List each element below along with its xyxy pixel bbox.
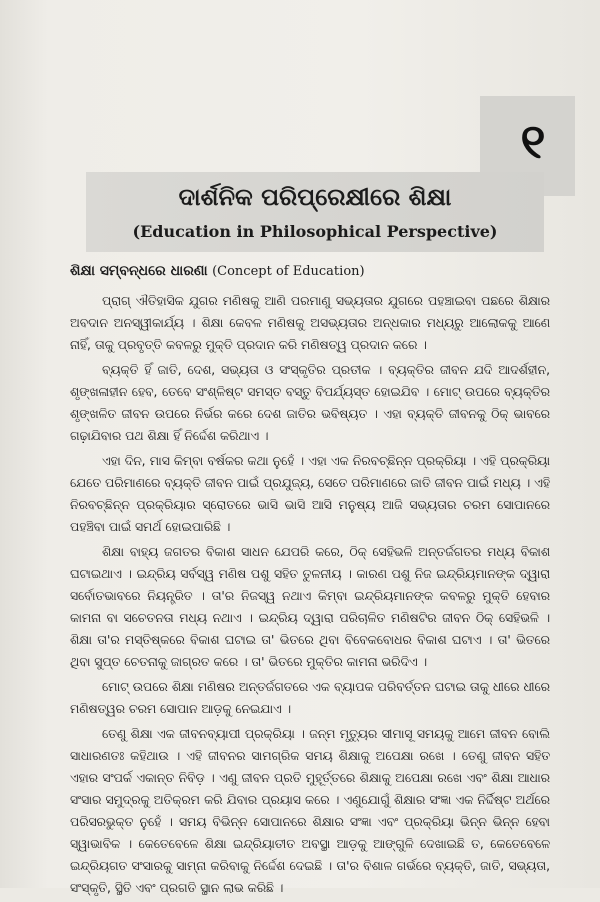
paragraph: ପ୍ରାଗ୍ ଐତିହାସିକ ଯୁଗର ମଣିଷକୁ ଆଣି ପରମାଣୁ ସଭ୍ୟତାର ଯୁଗରେ ପହଞ୍ଚାଇବା ପଛରେ ଶିକ୍ଷାର ଅବଦାନ ଅନସ୍ୱୀକାର୍ଯ୍ୟ । ଶିକ୍ଷା କେବଳ ମଣିଷକୁ ଅସଭ୍ୟତାର ଅନ୍ଧକାର ମଧ୍ୟରୁ ଆଲୋକକୁ ଆଣେ ନାହିଁ, ତାକୁ ପ୍ରବୃତ୍ତି କବଳରୁ ମୁକ୍ତି ପ୍ରଦାନ କରି ମଣିଷତ୍ୱ ପ୍ରଦାନ କରେ । [70,294,550,352]
chapter-number: ୧ [520,114,546,170]
chapter-title-english: (Education in Philosophical Perspective) [132,222,498,241]
paragraph: ଏହା ଦିନ, ମାସ କିମ୍ବା ବର୍ଷକର କଥା ନୁହେଁ । ଏହା ଏକ ନିରବଚ୍ଛିନ୍ନ ପ୍ରକ୍ରିୟା । ଏହି ପ୍ରକ୍ରିୟା ଯେତେ ପରିମାଣରେ ବ୍ୟକ୍ତି ଜୀବନ ପାଇଁ ପ୍ରଯୁଜ୍ୟ, ସେତେ ପରିମାଣରେ ଜାତି ଜୀବନ ପାଇଁ ମଧ୍ୟ । ଏହି ନିରବଚ୍ଛିନ୍ନ ପ୍ରକ୍ରିୟାର ସ୍ରୋତରେ ଭାସି ଭାସି ଆସି ମନୁଷ୍ୟ ଆଜି ସଭ୍ୟତାର ଚରମ ସୋପାନରେ ପହଞ୍ଚିବା ପାଇଁ ସମର୍ଥ ହୋଇପାରିଛି । [70,454,550,534]
body-text [70,290,550,902]
paragraph: ତେଣୁ ଶିକ୍ଷା ଏକ ଜୀବନବ୍ୟାପୀ ପ୍ରକ୍ରିୟା । ଜନ୍ମ ମୃତ୍ୟୁର ସୀମାସୂ ସମୟକୁ ଆମେ ଜୀବନ ବୋଲି ସାଧାରଣତଃ କହିଥାଉ । ଏହି ଜୀବନର ସାମଗ୍ରିକ ସମୟ ଶିକ୍ଷାକୁ ଅପେକ୍ଷା ରଖେ । ତେଣୁ ଜୀବନ ସହିତ ଏହାର ସଂପର୍କ ଏକାନ୍ତ ନିବିଡ଼ । ଏଣୁ ଜୀବନ ପ୍ରତି ମୁହୂର୍ତ୍ତରେ ଶିକ୍ଷାକୁ ଅପେକ୍ଷା ରଖେ ଏବଂ ଶିକ୍ଷା ଆଧାର ସଂସାର ସମୁଦ୍ରକୁ ଅତିକ୍ରମ କରି ଯିବାର ପ୍ରୟାସ କରେ । ଏଣୁଯୋଗୁଁ ଶିକ୍ଷାର ସଂଜ୍ଞା ଏକ ନିର୍ଦ୍ଦିଷ୍ଟ ଅର୍ଥରେ ପରିସରଭୁକ୍ତ ନୁହେଁ । ସମୟ ବିଭିନ୍ନ ସୋପାନରେ ଶିକ୍ଷାର ସଂଜ୍ଞା ଏବଂ ପ୍ରକ୍ରିୟା ଭିନ୍ନ ଭିନ୍ନ ହେବା ସ୍ୱାଭାବିକ । କେତେବେଳେ ଶିକ୍ଷା ଇନ୍ଦ୍ରିୟାତୀତ ଅବସ୍ଥା ଆଡ଼କୁ ଆଙ୍ଗୁଳି ଦେଖାଇଛି ତ, କେତେବେଳେ ଇନ୍ଦ୍ରିୟଗତ ସଂସାରକୁ ସାମ୍ନା କରିବାକୁ ନିର୍ଦ୍ଦେଶ ଦେଇଛି । ତା'ର ବିଶାଳ ଗର୍ଭରେ ବ୍ୟକ୍ତି, ଜାତି, ସଭ୍ୟତା, ସଂସ୍କୃତି, ସ୍ଥିତି ଏବଂ ପ୍ରଗତି ସ୍ଥାନ ଲାଭ କରିଛି । [70,727,550,895]
section-heading-english: (Concept of Education) [212,264,365,279]
paragraph: ବ୍ୟକ୍ତି ହିଁ ଜାତି, ଦେଶ, ସଭ୍ୟତା ଓ ସଂସ୍କୃତିର ପ୍ରତୀକ । ବ୍ୟକ୍ତିର ଜୀବନ ଯଦି ଆଦର୍ଶହୀନ, ଶୃଙ୍ଖଳାହୀନ ହେବ, ତେବେ ସଂଶ୍ଳିଷ୍ଟ ସମସ୍ତ ବସ୍ତୁ ବିପର୍ଯ୍ୟସ୍ତ ହୋଇଯିବ । ମୋଟ୍ ଉପରେ ବ୍ୟକ୍ତିର ଶୃଙ୍ଖଳିତ ଜୀବନ ଉପରେ ନିର୍ଭର କରେ ଦେଶ ଜାତିର ଭବିଷ୍ୟତ । ଏହା ବ୍ୟକ୍ତି ଜୀବନକୁ ଠିକ୍ ଭାବରେ ଗଢ଼ାଯିବାର ପଥ ଶିକ୍ଷା ହିଁ ନିର୍ଦ୍ଦେଶ କରିଥାଏ । [70,363,550,443]
chapter-title-odia: ଦାର୍ଶନିକ ପରିପ୍ରେକ୍ଷୀରେ ଶିକ୍ଷା [178,183,452,211]
paragraph: ଶିକ୍ଷା ବାହ୍ୟ ଜଗତର ବିକାଶ ସାଧନ ଯେପରି କରେ, ଠିକ୍ ସେହିଭଳି ଅନ୍ତର୍ଜଗତର ମଧ୍ୟ ବିକାଶ ଘଟାଇଥାଏ । ଇନ୍ଦ୍ରିୟ ସର୍ବସ୍ୱ ମଣିଷ ପଶୁ ସହିତ ତୁଳନୀୟ । କାରଣ ପଶୁ ନିଜ ଇନ୍ଦ୍ରିୟମାନଙ୍କ ଦ୍ୱାରା ସର୍ବୋତଭାବରେ ନିୟନ୍ତ୍ରିତ । ତା'ର ନିଜସ୍ୱ ନଥାଏ କିମ୍ବା ଇନ୍ଦ୍ରିୟମାନଙ୍କ କବଳରୁ ମୁକ୍ତି ହେବାର କାମନା ବା ସଚେତନତା ମଧ୍ୟ ନଥାଏ । ଇନ୍ଦ୍ରିୟ ଦ୍ୱାରା ପରିଚାଳିତ ମଣିଷଟିର ଜୀବନ ଠିକ୍ ସେହିଭଳି । ଶିକ୍ଷା ତା'ର ମସ୍ତିଷ୍କରେ ବିକାଶ ଘଟାଇ ତା' ଭିତରେ ଥିବା ବିବେକବୋଧର ବିକାଶ ଘଟାଏ । ତା' ଭିତରେ ଥିବା ସୁପ୍ତ ଚେତନାକୁ ଜାଗ୍ରତ କରେ । ତା' ଭିତରେ ମୁକ୍ତିର କାମନା ଭରିଦିଏ । [70,545,550,669]
section-heading-odia: ଶିକ୍ଷା ସମ୍ବନ୍ଧରେ ଧାରଣା [70,263,208,279]
section-heading [70,260,550,283]
paragraph: ମୋଟ୍ ଉପରେ ଶିକ୍ଷା ମଣିଷର ଅନ୍ତର୍ଜଗତରେ ଏକ ବ୍ୟାପକ ପରିବର୍ତ୍ତନ ଘଟାଇ ତାକୁ ଧୀରେ ଧୀରେ ମଣିଷତ୍ୱର ଚରମ ସୋପାନ ଆଡ଼କୁ ନେଇଯାଏ । [70,680,550,716]
